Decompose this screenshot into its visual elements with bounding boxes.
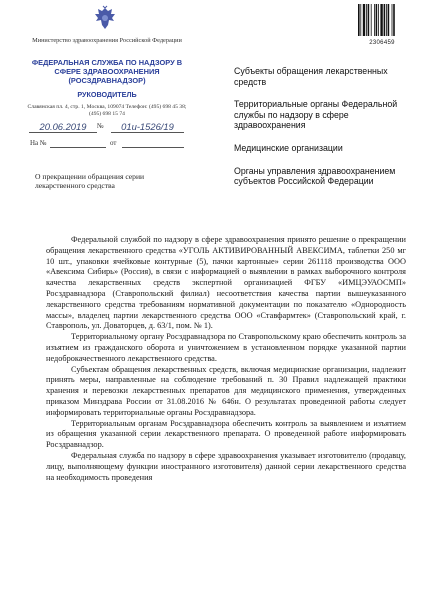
- recipient-item: Медицинские организации: [234, 142, 343, 153]
- recipient-item: Территориальные органы Федеральной службы по надзору в сфере здравоохранения: [234, 99, 398, 131]
- letter-subject: О прекращении обращения серии лекарственного средства: [35, 172, 145, 191]
- reference-label: На №: [30, 139, 47, 147]
- recipient-item: Органы управления здравоохранением субъектов Российской Федерации: [234, 165, 396, 187]
- body-paragraph: Федеральной службой по надзору в сфере здравоохранения принято решение о прекращении обращения лекарственного средства «УГОЛЬ АКТИВИРОВАННЫЙ АВЕКСИМА, таблетки 250 мг 10 шт., упаковки ячейковые контурные (5), пачки картонные» серии 261118 производства ООО «Авексима Сибирь» (Россия), в связи с информацией о выявлении в рамках выборочного контроля качества лекарственных средств экспертной организацией ФГБУ «ИМЦЭУАОСМП» Росздравнадзора (Ставропольский филиал) несоответствия качества партии вышеуказанного лекарственного средства требованиям нормативной документации по показателю «Однородность массы», владелец партии лекарственного средства ООО «Ставфармтек» (Ставропольский край, г. Ставрополь, ул. Доваторцев, д. 63/1, пом. № 1).: [46, 235, 406, 331]
- number-label: №: [97, 122, 104, 130]
- document-date: 20.06.2019: [39, 121, 87, 132]
- service-address: Славянская пл. 4, стр. 1, Москва, 109074 Телефон: (495) 698 45 38; (495) 698 15 74: [27, 104, 187, 117]
- service-name: ФЕДЕРАЛЬНАЯ СЛУЖБА ПО НАДЗОРУ В СФЕРЕ ЗДРАВООХРАНЕНИЯ (РОСЗДРАВНАДЗОР): [31, 58, 183, 85]
- body-paragraph: Субъектам обращения лекарственных средств, включая медицинские организации, надлежит принять меры, направленные на соблюдение требований п. 30 Правил надлежащей практики хранения и перевозки лекарственных препаратов для медицинского применения, утвержденных приказом Минздрава России от 31.08.2016 № 646н. О результатах проведенной работы следует информировать территориальные органы Росздравнадзора.: [46, 364, 406, 417]
- body-paragraph: Федеральная служба по надзору в сфере здравоохранения указывает изготовителю (продавцу, лицу, выполняющему функции иностранного изготовителя) данной серии лекарственного средства на необходимость проведения: [46, 450, 406, 482]
- body-paragraph: Территориальным органам Росздравнадзора обеспечить контроль за выявлением и изъятием из обращения указанной серии лекарственного препарата. О проведенной работе информировать Росздравнадзор.: [46, 418, 406, 450]
- recipients-block: [234, 66, 414, 199]
- reference-line: На № от: [30, 139, 184, 149]
- coat-of-arms-icon: [92, 5, 118, 33]
- barcode: [357, 4, 407, 36]
- registration-line: [29, 121, 184, 133]
- recipient-item: Субъекты обращения лекарственных средств: [234, 66, 388, 87]
- body-paragraph: Территориальному органу Росздравнадзора по Ставропольскому краю обеспечить контроль за изъятием из гражданского оборота и уничтожением в установленном порядке указанной партии недоброкачественного лекарственного средства.: [46, 332, 406, 363]
- barcode-number: 2306459: [369, 40, 395, 46]
- ministry-name: Министерство здравоохранения Российской Федерации: [32, 37, 182, 44]
- signatory-role: РУКОВОДИТЕЛЬ: [77, 90, 137, 99]
- letter-body: [46, 235, 406, 483]
- document-number: 01и-1526/19: [121, 121, 174, 132]
